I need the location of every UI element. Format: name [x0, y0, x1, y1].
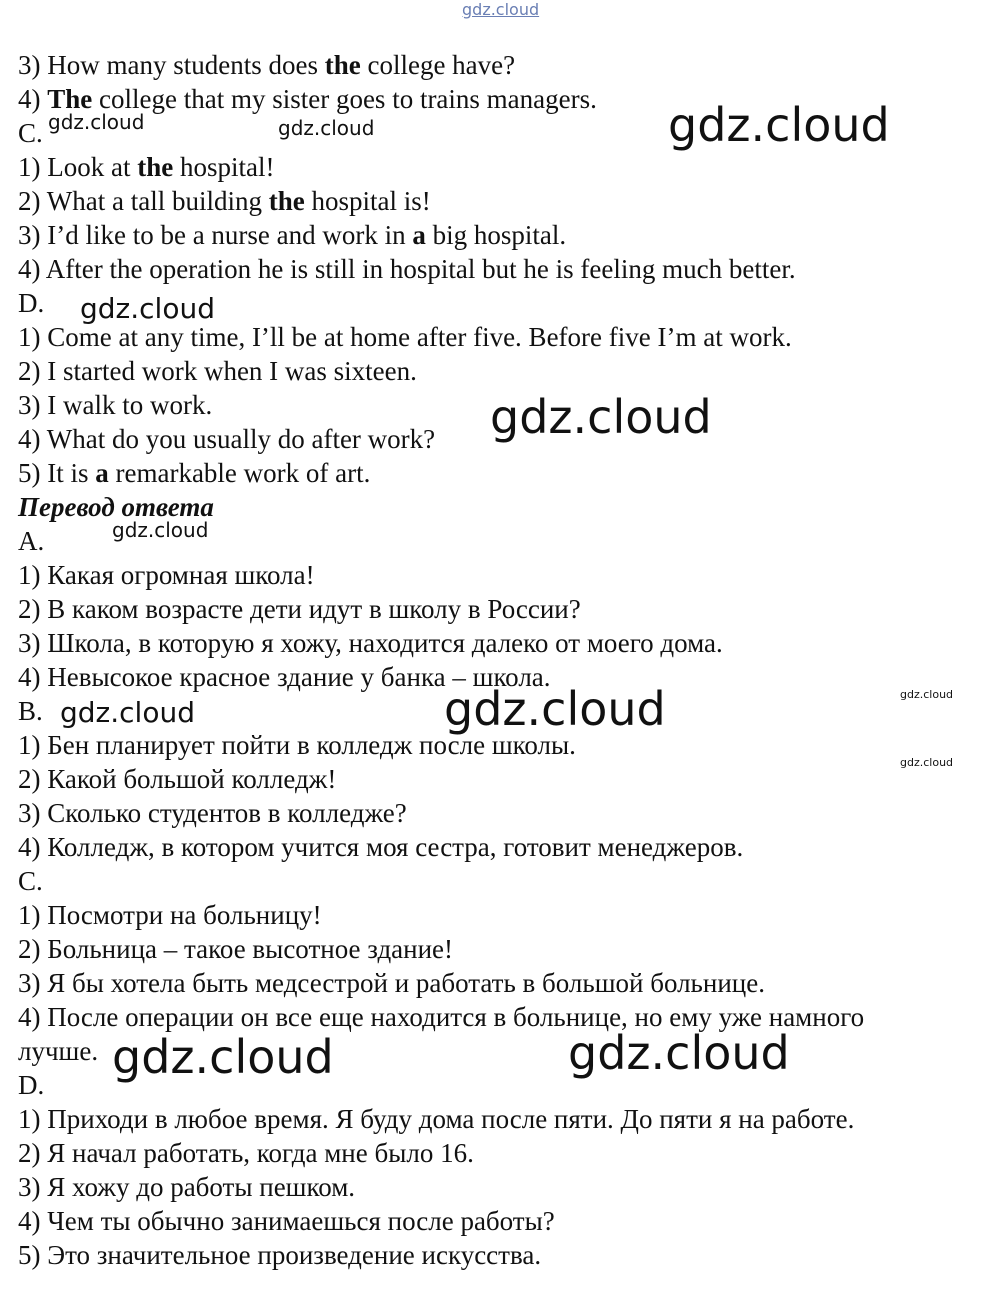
text-line — [18, 184, 431, 218]
text-line — [18, 354, 417, 388]
text-line — [18, 626, 723, 660]
text-segment: 1) Бен планирует пойти в колледж после школы. — [18, 730, 576, 760]
watermark: gdz.cloud — [48, 110, 145, 134]
text-segment: 4) What do you usually do after work? — [18, 424, 436, 454]
text-line — [18, 456, 370, 490]
text-segment: 4) Невысокое красное здание у банка – школа. — [18, 662, 551, 692]
text-line — [18, 150, 274, 184]
text-line — [18, 796, 407, 830]
article-emphasis: a — [412, 220, 426, 250]
text-segment: 1) Какая огромная школа! — [18, 560, 315, 590]
text-segment: 1) Приходи в любое время. Я буду дома после пяти. До пяти я на работе. — [18, 1104, 855, 1134]
watermark: gdz.cloud — [490, 390, 712, 444]
text-segment: 4) Чем ты обычно занимаешься после работы? — [18, 1206, 555, 1236]
text-segment: 4) — [18, 84, 48, 114]
text-line — [18, 1238, 541, 1272]
watermark: gdz.cloud — [112, 518, 209, 542]
text-line — [18, 932, 453, 966]
text-segment: 1) Come at any time, I’ll be at home after five. Before five I’m at work. — [18, 322, 792, 352]
text-segment: 3) I’d like to be a nurse and work in — [18, 220, 413, 250]
article-emphasis: the — [137, 152, 174, 182]
text-line — [18, 1068, 44, 1102]
text-line — [18, 48, 515, 82]
text-line — [18, 558, 315, 592]
text-segment: 5) It is — [18, 458, 96, 488]
text-line — [18, 218, 566, 252]
text-segment: C. — [18, 866, 43, 896]
text-segment: 1) Посмотри на больницу! — [18, 900, 322, 930]
text-segment: D. — [18, 1070, 45, 1100]
text-line — [18, 864, 43, 898]
article-emphasis: a — [95, 458, 109, 488]
text-segment: 2) Больница – такое высотное здание! — [18, 934, 454, 964]
text-segment: 2) Я начал работать, когда мне было 16. — [18, 1138, 474, 1168]
text-line — [18, 320, 792, 354]
text-segment: hospital! — [173, 152, 275, 182]
text-line — [18, 966, 765, 1000]
article-emphasis: the — [268, 186, 305, 216]
watermark: gdz.cloud — [112, 1030, 334, 1084]
text-segment: college that my sister goes to trains managers. — [92, 84, 597, 114]
text-segment: 3) Сколько студентов в колледже? — [18, 798, 407, 828]
text-segment: C. — [18, 118, 43, 148]
text-line — [18, 1136, 474, 1170]
text-segment: 3) I walk to work. — [18, 390, 213, 420]
text-line — [18, 898, 322, 932]
watermark: gdz.cloud — [80, 292, 215, 325]
text-line — [18, 524, 44, 558]
text-segment: Перевод ответа — [18, 492, 214, 522]
text-line — [18, 116, 43, 150]
text-segment: 3) Школа, в которую я хожу, находится далеко от моего дома. — [18, 628, 723, 658]
article-emphasis: The — [47, 84, 93, 114]
text-segment: 5) Это значительное произведение искусства. — [18, 1240, 542, 1270]
article-emphasis: the — [324, 50, 361, 80]
text-line — [18, 1204, 555, 1238]
text-segment: remarkable work of art. — [108, 458, 371, 488]
text-line — [18, 1170, 355, 1204]
text-line — [18, 830, 743, 864]
watermark: gdz.cloud — [568, 1026, 790, 1080]
watermark: gdz.cloud — [462, 0, 540, 19]
text-segment: 3) Я хожу до работы пешком. — [18, 1172, 356, 1202]
text-segment: 3) How many students does — [18, 50, 325, 80]
text-segment: 4) Колледж, в котором учится моя сестра, готовит менеджеров. — [18, 832, 744, 862]
watermark: gdz.cloud — [60, 696, 195, 729]
text-segment: college have? — [360, 50, 516, 80]
text-segment: B. — [18, 696, 43, 726]
text-line — [18, 1034, 98, 1068]
text-line — [18, 762, 336, 796]
text-segment: 2) What a tall building — [18, 186, 269, 216]
text-segment: 2) В каком возрасте дети идут в школу в России? — [18, 594, 581, 624]
text-line — [18, 422, 435, 456]
watermark: gdz.cloud — [444, 682, 666, 736]
text-segment: D. — [18, 288, 45, 318]
text-line — [18, 286, 44, 320]
text-segment: 2) I started work when I was sixteen. — [18, 356, 417, 386]
text-segment: 4) After the operation he is still in hospital but he is feeling much better. — [18, 254, 796, 284]
text-line — [18, 252, 796, 286]
watermark: gdz.cloud — [278, 116, 375, 140]
text-segment: 3) Я бы хотела быть медсестрой и работать в большой больнице. — [18, 968, 765, 998]
watermark: gdz.cloud — [900, 756, 954, 769]
text-segment: A. — [18, 526, 45, 556]
text-line — [18, 592, 581, 626]
text-segment: hospital is! — [304, 186, 431, 216]
text-line — [18, 388, 212, 422]
watermark: gdz.cloud — [668, 98, 890, 152]
text-segment: лучше. — [18, 1036, 99, 1066]
text-line — [18, 694, 43, 728]
text-segment: big hospital. — [425, 220, 567, 250]
text-segment: 4) После операции он все еще находится в больнице, но ему уже намного — [18, 1002, 865, 1032]
text-segment: 1) Look at — [18, 152, 138, 182]
watermark: gdz.cloud — [900, 688, 954, 701]
text-segment: 2) Какой большой колледж! — [18, 764, 337, 794]
text-line — [18, 1102, 854, 1136]
